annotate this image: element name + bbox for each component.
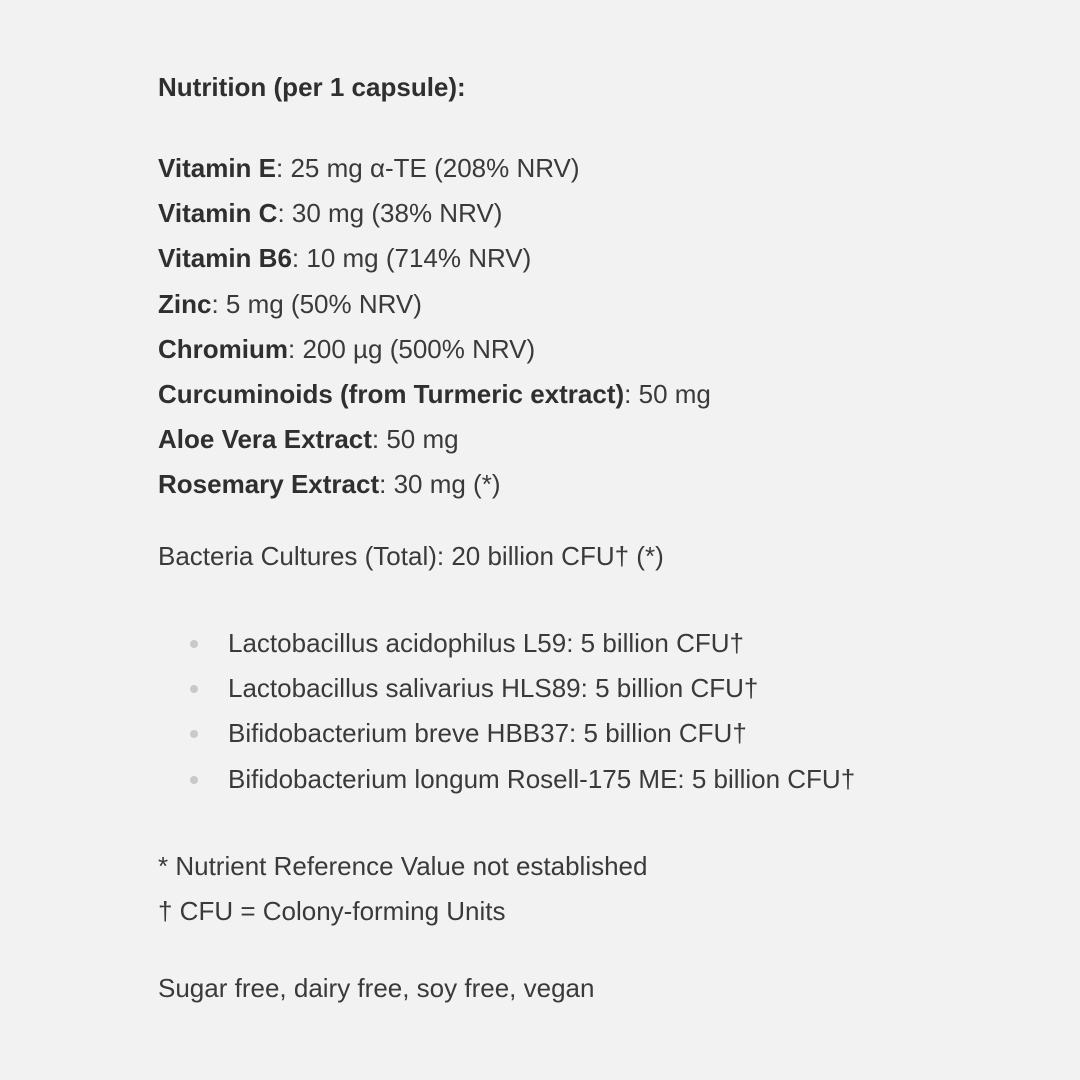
nutrient-name: Aloe Vera Extract [158,424,372,455]
nutrient-item [158,191,711,236]
footnote-nrv: * Nutrient Reference Value not established [158,851,648,881]
nutrient-value: : 50 mg [371,424,459,455]
nutrient-value: : 25 mg α-TE (208% NRV) [276,153,580,183]
bullet-icon [190,685,198,693]
bacteria-total-line: Bacteria Cultures (Total): 20 billion CFU† (*) [158,541,664,571]
dietary-tags: Sugar free, dairy free, soy free, vegan [158,973,595,1003]
nutrition-heading: Nutrition (per 1 capsule): [158,72,466,102]
strain-label: Lactobacillus salivarius HLS89: 5 billion CFU† [228,673,759,704]
nutrient-name: Vitamin C [158,198,278,229]
nutrient-name: Rosemary Extract [158,469,380,500]
strain-label: Lactobacillus acidophilus L59: 5 billion CFU† [228,628,744,658]
nutrient-item [158,236,711,281]
nutrient-name: Zinc [158,288,212,319]
nutrient-item [158,146,711,191]
nutrient-item [158,417,711,462]
nutrient-item [158,462,711,507]
nutrient-name: Chromium [158,333,288,364]
strain-item [158,711,855,756]
nutrient-item [158,327,711,372]
footnote-cfu: † CFU = Colony-forming Units [158,896,506,926]
nutrient-value: : 50 mg [624,378,711,409]
strain-list [158,621,855,802]
bullet-icon [190,640,198,648]
strain-item [158,666,855,711]
nutrient-item [158,372,711,417]
nutrient-value: : 10 mg (714% NRV) [291,243,532,274]
bullet-icon [190,776,198,784]
bullet-icon [190,730,198,738]
nutrient-list [158,146,711,508]
strain-label: Bifidobacterium longum Rosell-175 ME: 5 billion CFU† [228,763,856,794]
strain-item [158,621,855,666]
nutrient-value: : 30 mg (38% NRV) [277,198,503,229]
nutrient-value: : 200 µg (500% NRV) [288,333,536,364]
nutrient-name: Vitamin B6 [158,243,292,274]
nutrient-name: Vitamin E [158,153,277,183]
footnote-list [158,844,647,934]
nutrient-value: : 5 mg (50% NRV) [211,288,422,319]
nutrient-value: : 30 mg (*) [379,469,501,500]
strain-item [158,757,855,802]
nutrient-name: Curcuminoids (from Turmeric extract) [158,378,625,409]
strain-label: Bifidobacterium breve HBB37: 5 billion CFU† [228,718,747,749]
nutrient-item [158,282,711,327]
